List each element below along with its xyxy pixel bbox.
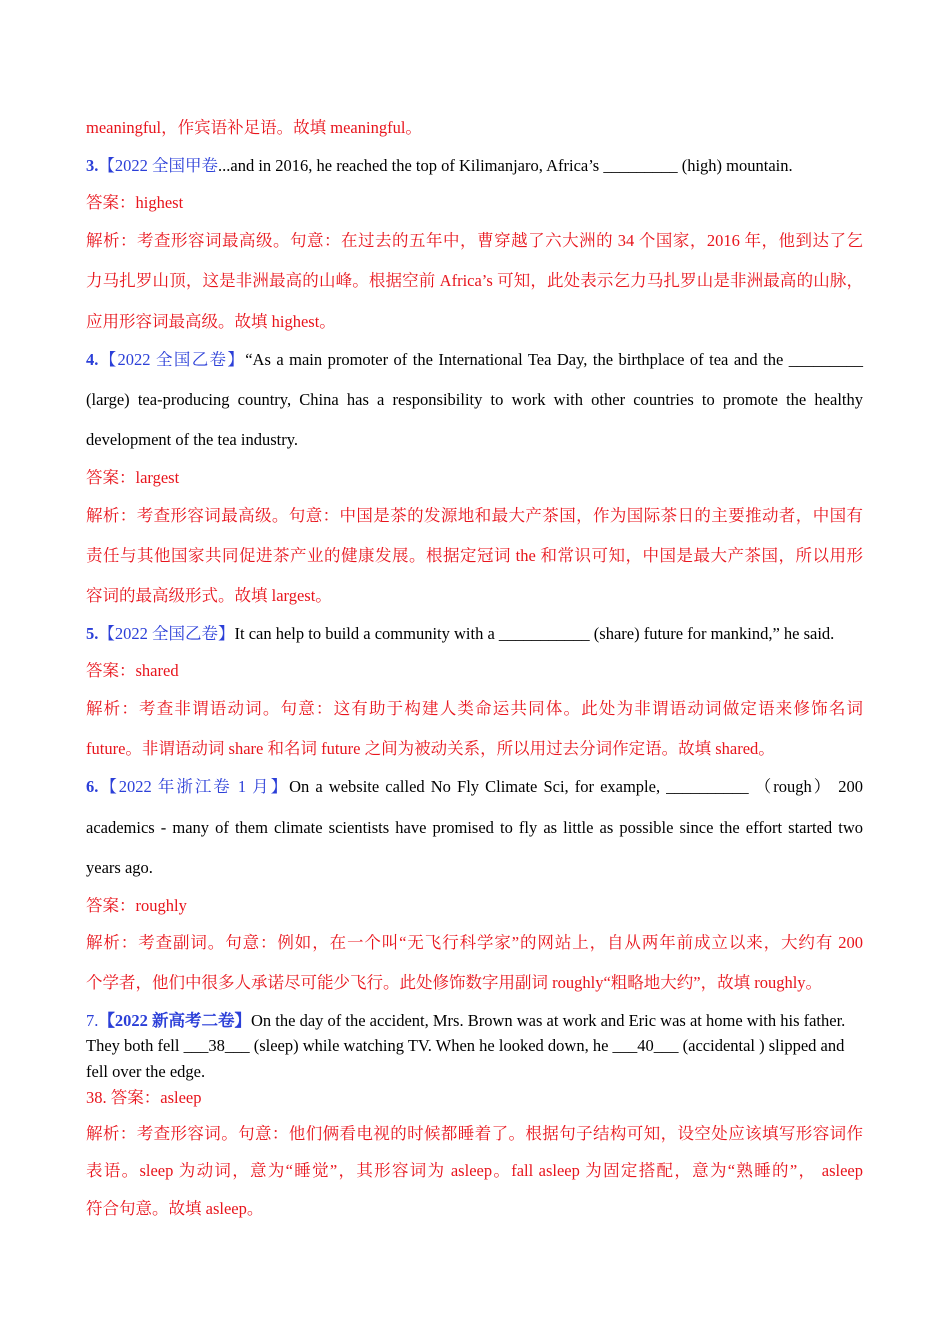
q3-analysis-line-1: 解析：考查形容词最高级。句意：在过去的五年中，曹穿越了六大洲的 34 个国家，2016 年，他到达了乞 bbox=[86, 231, 864, 250]
q2-analysis-tail: meaningful，作宾语补足语。故填 meaningful。 bbox=[86, 118, 422, 137]
q6-stem-line-3: years ago. bbox=[86, 858, 153, 877]
q4-answer: 答案：largest bbox=[86, 468, 180, 487]
q5-text: It can help to build a community with a ___________ (share) future for mankind,” he said. bbox=[234, 624, 835, 643]
q7-text-part-b: (sleep) while watching TV. When he looked down, he bbox=[249, 1036, 613, 1055]
q7-stem-line-2 bbox=[86, 1036, 844, 1056]
q3-analysis-line-3: 应用形容词最高级。故填 highest。 bbox=[86, 312, 336, 331]
q4-source: 【2022 全国乙卷】 bbox=[98, 350, 246, 369]
q6-analysis-line-2: 个学者，他们中很多人承诺尽可能少飞行。此处修饰数字用副词 roughly“粗略地大约”，故填 roughly。 bbox=[86, 973, 823, 992]
q6-text-line-1: On a website called No Fly Climate Sci, for example, __________ （rough） 200 bbox=[289, 777, 864, 796]
q6-source: 【2022 年浙江卷 1 月】 bbox=[98, 777, 290, 796]
q3-answer: 答案：highest bbox=[86, 193, 184, 212]
q3-stem bbox=[86, 156, 793, 176]
q7-stem-line-1 bbox=[86, 1011, 845, 1031]
q4-analysis-line-1: 解析：考查形容词最高级。句意：中国是茶的发源地和最大产茶国，作为国际茶日的主要推动者，中国有 bbox=[86, 506, 863, 525]
q7-analysis-line-2: 表语。sleep 为动词，意为“睡觉”，其形容词为 asleep。fall asleep 为固定搭配，意为“熟睡的”， asleep bbox=[86, 1161, 863, 1180]
q5-stem bbox=[86, 624, 834, 644]
q4-number: 4. bbox=[86, 350, 99, 369]
q5-number: 5. bbox=[86, 624, 99, 643]
q6-analysis-line-1: 解析：考查副词。句意：例如，在一个叫“无飞行科学家”的网站上，自从两年前成立以来，大约有 200 bbox=[86, 933, 863, 952]
q6-number: 6. bbox=[86, 777, 99, 796]
q7-text-part-a: They both fell bbox=[86, 1036, 184, 1055]
q4-stem-line-2: (large) tea-producing country, China has a responsibility to work with other countries to promote the healthy bbox=[86, 390, 863, 409]
q3-source: 【2022 全国甲卷 bbox=[98, 156, 218, 175]
q7-answer: 38. 答案：asleep bbox=[86, 1088, 202, 1107]
q4-stem-line-3: development of the tea industry. bbox=[86, 430, 298, 449]
q7-number: 7. bbox=[86, 1011, 99, 1030]
q4-analysis-line-3: 容词的最高级形式。故填 largest。 bbox=[86, 586, 332, 605]
q7-analysis-line-3: 符合句意。故填 asleep。 bbox=[86, 1199, 264, 1218]
q5-analysis-line-2: future。非谓语动词 share 和名词 future 之间为被动关系，所以用过去分词作定语。故填 shared。 bbox=[86, 739, 775, 758]
q5-answer: 答案：shared bbox=[86, 661, 179, 680]
q6-stem-line-1 bbox=[86, 777, 863, 797]
q5-source: 【2022 全国乙卷】 bbox=[98, 624, 235, 643]
q7-text-part-c: (accidental ) slipped and bbox=[678, 1036, 845, 1055]
q6-stem-line-2: academics - many of them climate scientists have promised to fly as little as possible since the effort started two bbox=[86, 818, 863, 837]
q3-analysis-line-2: 力马扎罗山顶，这是非洲最高的山峰。根据空前 Africa’s 可知，此处表示乞力马扎罗山是非洲最高的山脉， bbox=[86, 271, 863, 290]
q4-analysis-line-2: 责任与其他国家共同促进茶产业的健康发展。根据定冠词 the 和常识可知，中国是最大产茶国，所以用形 bbox=[86, 546, 863, 565]
q4-stem-line-1 bbox=[86, 350, 863, 370]
q3-text: ...and in 2016, he reached the top of Kilimanjaro, Africa’s _________ (high) mountain. bbox=[218, 156, 793, 175]
blank-40: ___40___ bbox=[612, 1036, 679, 1055]
q3-number: 3. bbox=[86, 156, 99, 175]
blank-38: ___38___ bbox=[183, 1036, 250, 1055]
q7-analysis-line-1: 解析：考查形容词。句意：他们俩看电视的时候都睡着了。根据句子结构可知，设空处应该填写形容词作 bbox=[86, 1124, 863, 1143]
q7-text-line-1: On the day of the accident, Mrs. Brown was at work and Eric was at home with his father. bbox=[251, 1011, 846, 1030]
q6-answer: 答案：roughly bbox=[86, 896, 187, 915]
q5-analysis-line-1: 解析：考查非谓语动词。句意：这有助于构建人类命运共同体。此处为非谓语动词做定语来修饰名词 bbox=[86, 699, 863, 718]
q7-stem-line-3: fell over the edge. bbox=[86, 1062, 206, 1081]
q7-source: 【2022 新高考二卷】 bbox=[98, 1011, 251, 1030]
q4-text-line-1: “As a main promoter of the International Tea Day, the birthplace of tea and the _________ bbox=[245, 350, 863, 369]
